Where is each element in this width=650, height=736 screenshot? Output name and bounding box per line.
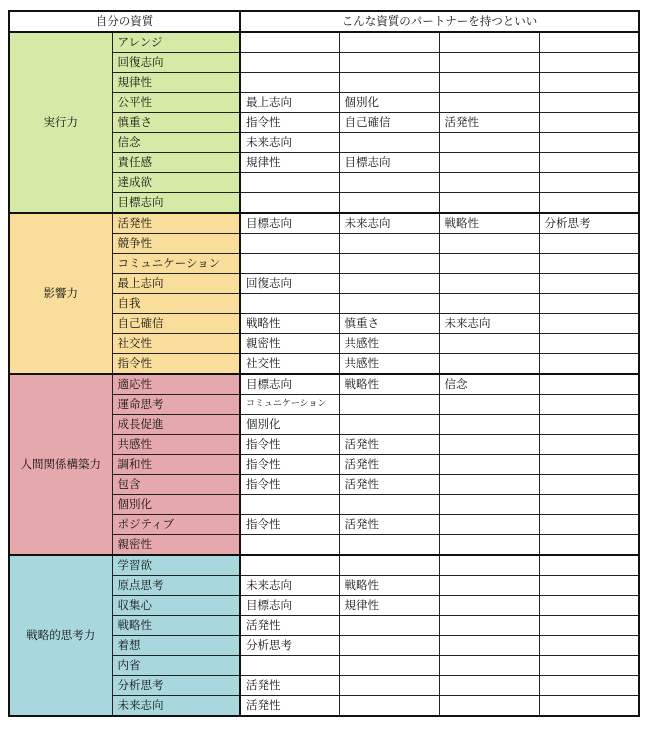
strength-cell: 成長促進 xyxy=(112,415,240,435)
partner-cell xyxy=(339,274,439,294)
strength-cell: 活発性 xyxy=(112,213,240,234)
partner-cell xyxy=(339,395,439,415)
partner-cell: 未来志向 xyxy=(240,576,339,596)
strength-cell: 戦略性 xyxy=(112,616,240,636)
partner-cell xyxy=(439,676,539,696)
partner-cell: 目標志向 xyxy=(339,153,439,173)
partner-cell: 最上志向 xyxy=(240,93,339,113)
partner-cell xyxy=(539,234,639,254)
strength-cell: アレンジ xyxy=(112,32,240,53)
strength-cell: 公平性 xyxy=(112,93,240,113)
strength-cell: 自我 xyxy=(112,294,240,314)
partner-cell xyxy=(539,475,639,495)
partner-cell xyxy=(439,415,539,435)
strength-cell: 責任感 xyxy=(112,153,240,173)
partner-cell xyxy=(539,555,639,576)
category-cell: 実行力 xyxy=(9,32,112,213)
partner-cell xyxy=(539,354,639,375)
partner-cell xyxy=(539,596,639,616)
header-self: 自分の資質 xyxy=(9,11,240,32)
partner-cell: 目標志向 xyxy=(240,213,339,234)
strength-cell: 学習欲 xyxy=(112,555,240,576)
strength-cell: 共感性 xyxy=(112,435,240,455)
partner-cell xyxy=(439,455,539,475)
partner-cell: 戦略性 xyxy=(439,213,539,234)
partner-cell xyxy=(539,455,639,475)
partner-cell xyxy=(339,32,439,53)
strength-cell: 目標志向 xyxy=(112,193,240,214)
partner-cell xyxy=(539,334,639,354)
strength-cell: 包含 xyxy=(112,475,240,495)
partner-cell xyxy=(539,53,639,73)
strength-partner-table xyxy=(8,10,640,717)
partner-cell xyxy=(439,555,539,576)
partner-cell: 指令性 xyxy=(240,455,339,475)
strength-cell: 収集心 xyxy=(112,596,240,616)
partner-cell: 活発性 xyxy=(339,475,439,495)
partner-cell: 戦略性 xyxy=(339,374,439,395)
partner-cell xyxy=(240,53,339,73)
category-cell: 影響力 xyxy=(9,213,112,374)
partner-cell xyxy=(539,113,639,133)
partner-cell xyxy=(539,133,639,153)
partner-cell xyxy=(240,193,339,214)
partner-cell xyxy=(439,254,539,274)
strength-cell: ポジティブ xyxy=(112,515,240,535)
partner-cell xyxy=(339,173,439,193)
partner-cell xyxy=(439,656,539,676)
partner-cell xyxy=(339,676,439,696)
table-row xyxy=(9,374,639,395)
partner-cell: 指令性 xyxy=(240,435,339,455)
partner-cell: 規律性 xyxy=(240,153,339,173)
partner-cell: 社交性 xyxy=(240,354,339,375)
partner-cell xyxy=(539,656,639,676)
strength-cell: コミュニケーション xyxy=(112,254,240,274)
partner-cell xyxy=(240,555,339,576)
partner-cell xyxy=(539,193,639,214)
partner-cell: 指令性 xyxy=(240,515,339,535)
partner-cell: 活発性 xyxy=(339,455,439,475)
partner-cell xyxy=(339,415,439,435)
partner-cell: 共感性 xyxy=(339,334,439,354)
strength-cell: 親密性 xyxy=(112,535,240,556)
strength-cell: 内省 xyxy=(112,656,240,676)
partner-cell xyxy=(439,153,539,173)
partner-cell xyxy=(439,73,539,93)
strength-cell: 回復志向 xyxy=(112,53,240,73)
strength-cell: 未来志向 xyxy=(112,696,240,717)
strength-cell: 適応性 xyxy=(112,374,240,395)
strength-cell: 着想 xyxy=(112,636,240,656)
partner-cell xyxy=(439,576,539,596)
partner-cell xyxy=(439,334,539,354)
table-row xyxy=(9,555,639,576)
partner-cell: 指令性 xyxy=(240,475,339,495)
partner-cell xyxy=(339,133,439,153)
partner-cell xyxy=(439,274,539,294)
partner-cell xyxy=(439,53,539,73)
partner-cell xyxy=(240,656,339,676)
partner-cell xyxy=(439,535,539,556)
partner-cell xyxy=(539,636,639,656)
partner-cell: 活発性 xyxy=(339,435,439,455)
partner-cell: 戦略性 xyxy=(240,314,339,334)
partner-cell: 目標志向 xyxy=(240,374,339,395)
partner-cell xyxy=(439,234,539,254)
partner-cell xyxy=(439,32,539,53)
partner-cell: 活発性 xyxy=(240,616,339,636)
partner-cell xyxy=(539,274,639,294)
partner-cell xyxy=(539,153,639,173)
partner-cell xyxy=(339,73,439,93)
partner-cell: 未来志向 xyxy=(240,133,339,153)
partner-cell: 目標志向 xyxy=(240,596,339,616)
partner-cell xyxy=(439,193,539,214)
partner-cell xyxy=(339,53,439,73)
partner-cell xyxy=(339,495,439,515)
partner-cell xyxy=(539,32,639,53)
partner-cell: 信念 xyxy=(439,374,539,395)
partner-cell xyxy=(439,596,539,616)
partner-cell xyxy=(539,294,639,314)
table-row xyxy=(9,213,639,234)
partner-cell xyxy=(240,73,339,93)
partner-cell: 未来志向 xyxy=(439,314,539,334)
partner-cell xyxy=(439,696,539,717)
partner-cell xyxy=(240,234,339,254)
table-body xyxy=(9,32,639,716)
partner-cell xyxy=(439,395,539,415)
partner-cell: 活発性 xyxy=(439,113,539,133)
partner-cell xyxy=(339,535,439,556)
strength-cell: 競争性 xyxy=(112,234,240,254)
partner-cell xyxy=(539,435,639,455)
strength-cell: 原点思考 xyxy=(112,576,240,596)
partner-cell xyxy=(339,656,439,676)
partner-cell: 指令性 xyxy=(240,113,339,133)
partner-cell xyxy=(240,294,339,314)
partner-cell xyxy=(339,294,439,314)
partner-cell xyxy=(539,495,639,515)
strength-cell: 規律性 xyxy=(112,73,240,93)
partner-cell xyxy=(439,636,539,656)
partner-cell xyxy=(339,234,439,254)
partner-cell xyxy=(539,676,639,696)
table-row xyxy=(9,32,639,53)
partner-cell xyxy=(539,73,639,93)
partner-cell xyxy=(439,435,539,455)
partner-cell xyxy=(439,495,539,515)
partner-cell xyxy=(439,294,539,314)
strength-cell: 運命思考 xyxy=(112,395,240,415)
partner-cell xyxy=(339,193,439,214)
partner-cell xyxy=(439,475,539,495)
strength-cell: 分析思考 xyxy=(112,676,240,696)
partner-cell xyxy=(539,696,639,717)
strength-cell: 最上志向 xyxy=(112,274,240,294)
partner-cell xyxy=(539,415,639,435)
partner-cell xyxy=(439,354,539,375)
partner-cell: 活発性 xyxy=(240,676,339,696)
partner-cell: 個別化 xyxy=(240,415,339,435)
partner-cell xyxy=(240,495,339,515)
partner-cell xyxy=(339,616,439,636)
partner-cell: コミュニケーション xyxy=(240,395,339,415)
partner-cell: 親密性 xyxy=(240,334,339,354)
category-cell: 戦略的思考力 xyxy=(9,555,112,716)
partner-cell xyxy=(539,173,639,193)
partner-cell xyxy=(339,254,439,274)
partner-cell: 未来志向 xyxy=(339,213,439,234)
partner-cell xyxy=(240,535,339,556)
partner-cell: 自己確信 xyxy=(339,113,439,133)
strength-cell: 達成欲 xyxy=(112,173,240,193)
category-cell: 人間関係構築力 xyxy=(9,374,112,555)
partner-cell xyxy=(539,576,639,596)
partner-cell: 共感性 xyxy=(339,354,439,375)
partner-cell xyxy=(439,616,539,636)
strength-cell: 自己確信 xyxy=(112,314,240,334)
partner-cell xyxy=(539,616,639,636)
partner-cell xyxy=(339,555,439,576)
partner-cell xyxy=(439,515,539,535)
partner-cell: 分析思考 xyxy=(240,636,339,656)
partner-cell xyxy=(439,173,539,193)
partner-cell xyxy=(339,696,439,717)
partner-cell xyxy=(539,515,639,535)
partner-cell: 分析思考 xyxy=(539,213,639,234)
strength-cell: 慎重さ xyxy=(112,113,240,133)
partner-cell xyxy=(439,93,539,113)
partner-cell: 規律性 xyxy=(339,596,439,616)
strength-cell: 社交性 xyxy=(112,334,240,354)
strength-cell: 個別化 xyxy=(112,495,240,515)
partner-cell: 回復志向 xyxy=(240,274,339,294)
strength-cell: 信念 xyxy=(112,133,240,153)
partner-cell xyxy=(539,254,639,274)
partner-cell xyxy=(240,254,339,274)
partner-cell xyxy=(339,636,439,656)
partner-cell xyxy=(240,32,339,53)
partner-cell xyxy=(539,374,639,395)
strength-cell: 調和性 xyxy=(112,455,240,475)
strength-cell: 指令性 xyxy=(112,354,240,375)
partner-cell xyxy=(439,133,539,153)
partner-cell xyxy=(539,93,639,113)
partner-cell: 個別化 xyxy=(339,93,439,113)
partner-cell xyxy=(240,173,339,193)
partner-cell: 戦略性 xyxy=(339,576,439,596)
partner-cell xyxy=(539,395,639,415)
header-partner: こんな資質のパートナーを持つといい xyxy=(240,11,639,32)
partner-cell xyxy=(539,314,639,334)
partner-cell: 慎重さ xyxy=(339,314,439,334)
partner-cell: 活発性 xyxy=(339,515,439,535)
partner-cell: 活発性 xyxy=(240,696,339,717)
partner-cell xyxy=(539,535,639,556)
header-row xyxy=(9,11,639,32)
